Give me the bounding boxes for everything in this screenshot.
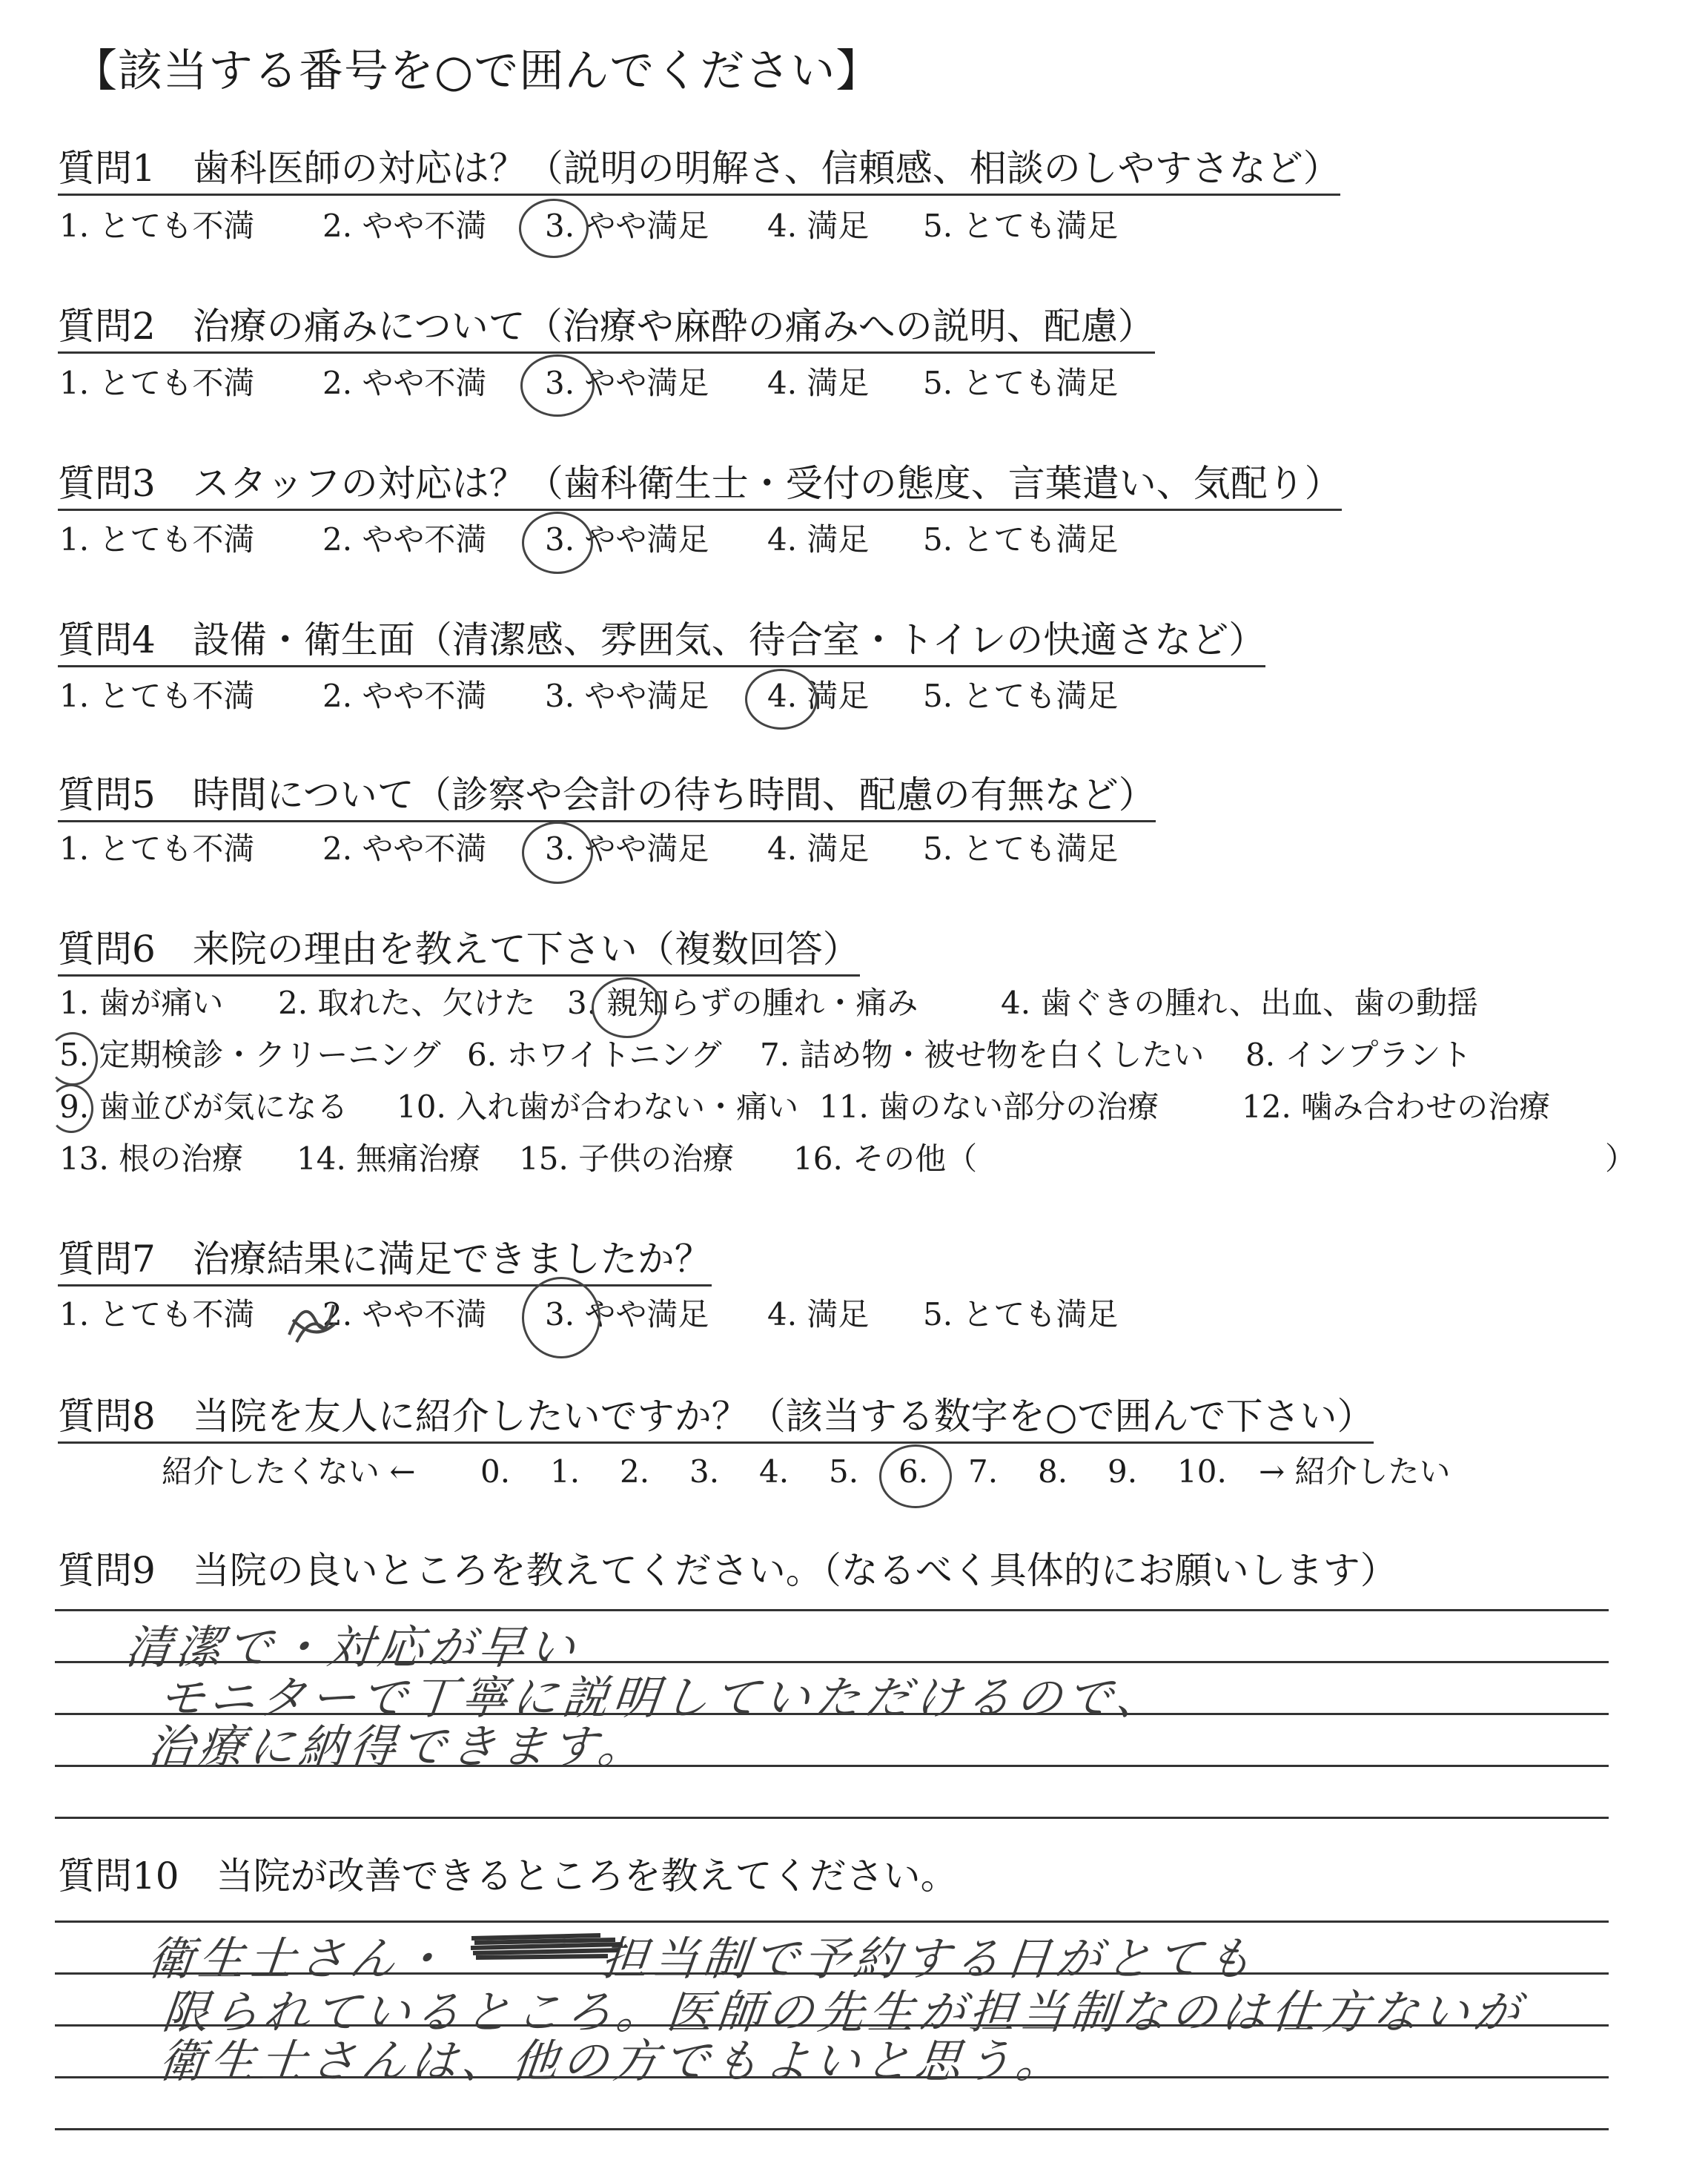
reason-option-3[interactable]: 3. 親知らずの腫れ・痛み bbox=[567, 985, 918, 1021]
score-7[interactable]: 7. bbox=[968, 1453, 999, 1490]
option-2[interactable]: 2. やや不満 bbox=[322, 365, 487, 401]
score-0[interactable]: 0. bbox=[480, 1453, 511, 1490]
question-6-row-2 bbox=[59, 1037, 1472, 1074]
reason-option-14[interactable]: 14. 無痛治療 bbox=[297, 1140, 481, 1177]
score-2[interactable]: 2. bbox=[620, 1453, 650, 1490]
score-5[interactable]: 5. bbox=[829, 1453, 859, 1490]
reason-option-10[interactable]: 10. 入れ歯が合わない・痛い bbox=[397, 1089, 799, 1125]
score-6[interactable]: 6. bbox=[898, 1453, 929, 1490]
option-4[interactable]: 4. 満足 bbox=[767, 830, 870, 867]
question-1-title: 質問1 歯科医師の対応は？（説明の明解さ、信頼感、相談のしやすさなど） bbox=[58, 146, 1340, 196]
option-5[interactable]: 5. とても満足 bbox=[923, 365, 1119, 401]
option-3[interactable]: 3. やや満足 bbox=[545, 365, 709, 401]
option-2[interactable]: 2. やや不満 bbox=[322, 1296, 487, 1332]
scale-left-label: 紹介したくない ← bbox=[162, 1453, 416, 1490]
option-4[interactable]: 4. 満足 bbox=[767, 1296, 870, 1332]
option-5[interactable]: 5. とても満足 bbox=[923, 1296, 1119, 1332]
question-8-scale bbox=[162, 1453, 1451, 1490]
option-1[interactable]: 1. とても不満 bbox=[59, 1296, 255, 1332]
option-5[interactable]: 5. とても満足 bbox=[923, 830, 1119, 867]
question-6-row-4 bbox=[59, 1140, 1636, 1178]
question-10-title: 質問10 当院が改善できるところを教えてください。 bbox=[58, 1855, 958, 1898]
reason-option-2[interactable]: 2. 取れた、欠けた bbox=[278, 985, 536, 1021]
question-7-title: 質問7 治療結果に満足できましたか？ bbox=[58, 1237, 712, 1287]
option-4[interactable]: 4. 満足 bbox=[767, 521, 870, 558]
score-8[interactable]: 8. bbox=[1038, 1453, 1068, 1490]
question-5-title: 質問5 時間について（診察や会計の待ち時間、配慮の有無など） bbox=[58, 773, 1156, 822]
question-6-row-3 bbox=[59, 1089, 1550, 1126]
scale-right-label: → 紹介したい bbox=[1259, 1453, 1451, 1490]
option-2[interactable]: 2. やや不満 bbox=[322, 521, 487, 558]
option-5[interactable]: 5. とても満足 bbox=[923, 678, 1119, 714]
question-2-title: 質問2 治療の痛みについて（治療や麻酔の痛みへの説明、配慮） bbox=[58, 304, 1155, 354]
handwritten-answer-line: 衛生士さんは、他の方でもよいと思う。 bbox=[156, 2034, 1070, 2088]
option-2[interactable]: 2. やや不満 bbox=[322, 830, 487, 867]
question-5-options bbox=[59, 830, 1118, 868]
handwritten-answer-line: 清潔で・対応が早い bbox=[122, 1620, 583, 1674]
option-2[interactable]: 2. やや不満 bbox=[322, 678, 487, 714]
question-8-title: 質問8 当院を友人に紹介したいですか？（該当する数字を○で囲んで下さい） bbox=[58, 1394, 1374, 1444]
handwritten-answer-line: 限られているところ。医師の先生が担当制なのは仕方ないが bbox=[159, 1985, 1527, 2039]
option-5[interactable]: 5. とても満足 bbox=[923, 521, 1119, 558]
other-close-paren: ） bbox=[1605, 1140, 1637, 1177]
reason-option-1[interactable]: 1. 歯が痛い bbox=[59, 985, 224, 1021]
handwritten-answer-line: 治療に納得できます。 bbox=[145, 1720, 652, 1774]
option-5[interactable]: 5. とても満足 bbox=[923, 208, 1119, 244]
question-4-options bbox=[59, 678, 1118, 715]
option-1[interactable]: 1. とても不満 bbox=[59, 830, 255, 867]
reason-option-12[interactable]: 12. 噛み合わせの治療 bbox=[1242, 1089, 1551, 1125]
option-1[interactable]: 1. とても不満 bbox=[59, 521, 255, 558]
question-4-title: 質問4 設備・衛生面（清潔感、雰囲気、待合室・トイレの快適さなど） bbox=[58, 618, 1265, 667]
question-6-title: 質問6 来院の理由を教えて下さい（複数回答） bbox=[58, 927, 860, 977]
question-1-options bbox=[59, 208, 1118, 245]
score-4[interactable]: 4. bbox=[759, 1453, 790, 1490]
option-3[interactable]: 3. やや満足 bbox=[545, 1296, 709, 1332]
handwritten-answer-line: モニターで丁寧に説明していただけるので、 bbox=[156, 1671, 1170, 1725]
option-3[interactable]: 3. やや満足 bbox=[545, 208, 709, 244]
question-3-options bbox=[59, 521, 1118, 558]
option-1[interactable]: 1. とても不満 bbox=[59, 208, 255, 244]
option-3[interactable]: 3. やや満足 bbox=[545, 521, 709, 558]
answer-line bbox=[55, 1817, 1609, 1819]
handwritten-answer-line: 衛生士さん・ 担当制で予約する日がとても bbox=[145, 1932, 1260, 1986]
reason-option-8[interactable]: 8. インプラント bbox=[1245, 1037, 1472, 1073]
option-1[interactable]: 1. とても不満 bbox=[59, 365, 255, 401]
answer-line bbox=[55, 2128, 1609, 2130]
reason-option-4[interactable]: 4. 歯ぐきの腫れ、出血、歯の動揺 bbox=[1001, 985, 1478, 1021]
reason-option-16[interactable]: 16. その他（ bbox=[793, 1140, 978, 1177]
reason-option-15[interactable]: 15. 子供の治療 bbox=[519, 1140, 735, 1177]
score-10[interactable]: 10. bbox=[1177, 1453, 1227, 1490]
reason-option-5[interactable]: 5. 定期検診・クリーニング bbox=[59, 1037, 441, 1073]
question-2-options bbox=[59, 365, 1118, 402]
option-1[interactable]: 1. とても不満 bbox=[59, 678, 255, 714]
question-6-row-1 bbox=[59, 985, 1478, 1022]
option-2[interactable]: 2. やや不満 bbox=[322, 208, 487, 244]
question-7-options bbox=[59, 1296, 1118, 1333]
page-header: 【該当する番号を○で囲んでください】 bbox=[73, 45, 881, 97]
question-9-title: 質問9 当院の良いところを教えてください。（なるべく具体的にお願いします） bbox=[58, 1549, 1397, 1592]
reason-option-11[interactable]: 11. 歯のない部分の治療 bbox=[819, 1089, 1159, 1125]
option-3[interactable]: 3. やや満足 bbox=[545, 678, 709, 714]
reason-option-6[interactable]: 6. ホワイトニング bbox=[467, 1037, 722, 1073]
score-3[interactable]: 3. bbox=[689, 1453, 720, 1490]
score-9[interactable]: 9. bbox=[1108, 1453, 1138, 1490]
reason-option-9[interactable]: 9. 歯並びが気になる bbox=[59, 1089, 348, 1125]
option-4[interactable]: 4. 満足 bbox=[767, 208, 870, 244]
option-3[interactable]: 3. やや満足 bbox=[545, 830, 709, 867]
score-1[interactable]: 1. bbox=[550, 1453, 580, 1490]
question-3-title: 質問3 スタッフの対応は？（歯科衛生士・受付の態度、言葉遣い、気配り） bbox=[58, 461, 1342, 511]
option-4[interactable]: 4. 満足 bbox=[767, 365, 870, 401]
reason-option-7[interactable]: 7. 詰め物・被せ物を白くしたい bbox=[760, 1037, 1205, 1073]
option-4[interactable]: 4. 満足 bbox=[767, 678, 870, 714]
reason-option-13[interactable]: 13. 根の治療 bbox=[59, 1140, 244, 1177]
